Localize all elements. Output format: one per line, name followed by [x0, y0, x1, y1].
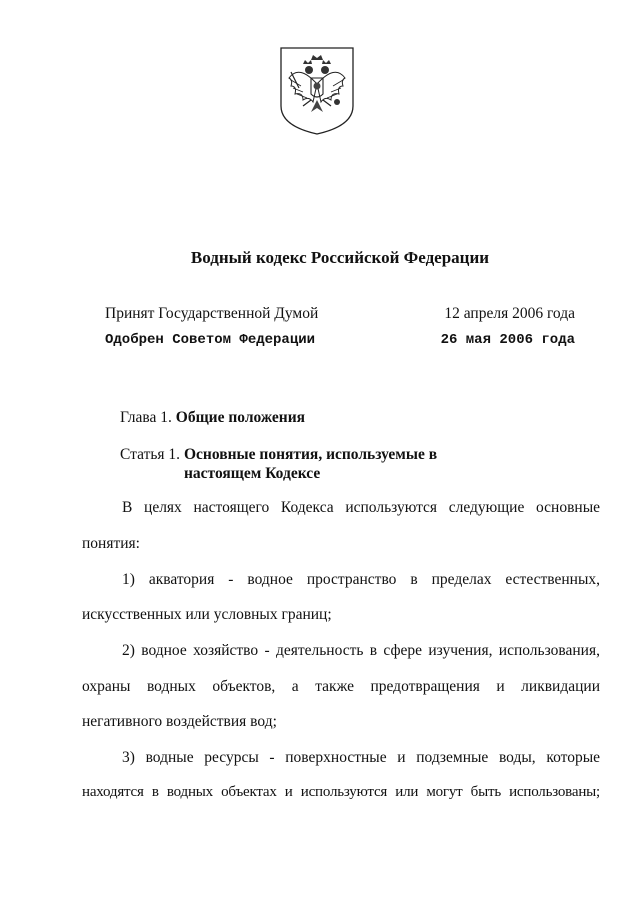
article-title-line-1: Основные понятия, используемые в: [184, 446, 438, 463]
adopted-by-duma-label: Принят Государственной Думой: [105, 305, 319, 322]
item-2-line-3: негативного воздействия вод;: [82, 713, 277, 730]
approved-by-council-label: Одобрен Советом Федерации: [105, 332, 316, 348]
chapter-title: Общие положения: [175, 409, 306, 426]
item-3-line-1: 3) водные ресурсы - поверхностные и подземные воды, которые: [122, 749, 600, 766]
article-label: Статья 1.: [120, 446, 181, 463]
item-3-line-2: находятся в водных объектах и используются или могут быть использованы;: [82, 784, 600, 800]
coat-of-arms-russia-icon: [277, 44, 357, 138]
chapter-label: Глава 1.: [120, 409, 172, 426]
item-1-line-1: 1) акватория - водное пространство в пределах естественных,: [122, 571, 600, 588]
intro-line-2: понятия:: [82, 535, 140, 552]
document-title: Водный кодекс Российской Федерации: [190, 248, 490, 267]
article-heading: [120, 445, 484, 483]
item-2-line-2: охраны водных объектов, а также предотвращения и ликвидации: [82, 678, 600, 695]
chapter-heading: [120, 409, 305, 427]
article-title-line-2: настоящем Кодексе: [184, 465, 321, 482]
article-title: [184, 445, 484, 483]
approved-by-council-date: 26 мая 2006 года: [440, 332, 575, 348]
item-1-line-2: искусственных или условных границ;: [82, 606, 332, 623]
adopted-by-duma-date: 12 апреля 2006 года: [444, 305, 575, 322]
item-2-line-1: 2) водное хозяйство - деятельность в сфере изучения, использования,: [122, 642, 600, 659]
intro-line-1: В целях настоящего Кодекса используются следующие основные: [122, 499, 600, 516]
